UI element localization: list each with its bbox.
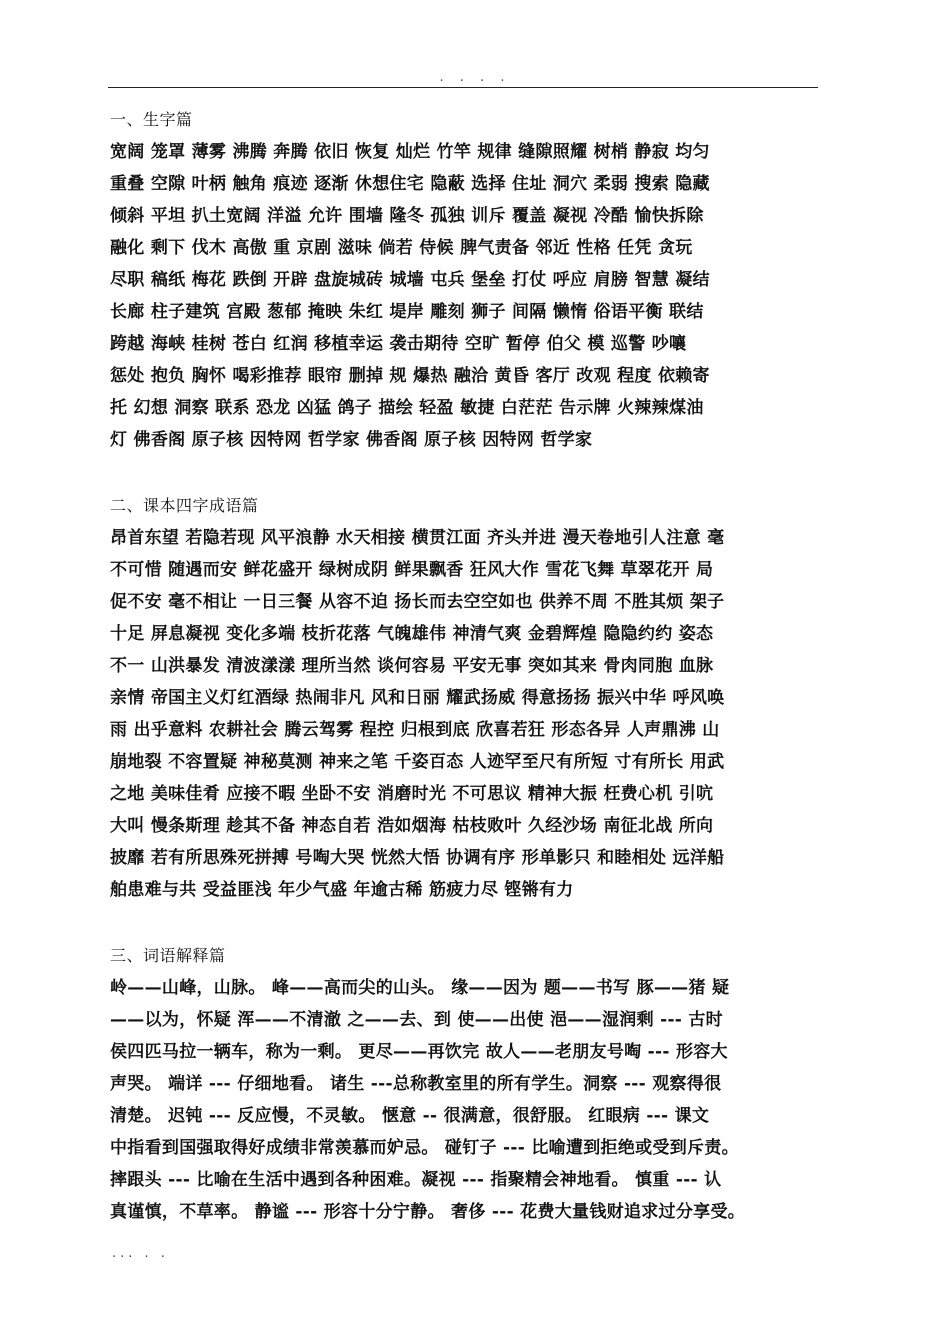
text-line: 摔跟头 --- 比喻在生活中遇到各种困难。凝视 --- 指聚精会神地看。 慎重 --- 认 xyxy=(110,1170,722,1190)
text-line: 侯四匹马拉一辆车，称为一剩。 更尽——再饮完 故人——老朋友号啕 --- 形容大 xyxy=(110,1042,728,1062)
text-line: 宽阔 笼罩 薄雾 沸腾 奔腾 依旧 恢复 灿烂 竹竿 规律 缝隙照耀 树梢 静寂 均匀 xyxy=(110,142,710,162)
text-line: 促不安 毫不相让 一日三餐 从容不迫 扬长而去空空如也 供养不周 不胜其烦 架子 xyxy=(110,592,725,612)
text-line: 不可惜 随遇而安 鲜花盛开 绿树成阴 鲜果飘香 狂风大作 雪花飞舞 草翠花开 局 xyxy=(110,560,714,580)
text-line: 昂首东望 若隐若现 风平浪静 水天相接 横贯江面 齐头并进 漫天卷地引人注意 毫 xyxy=(110,528,725,548)
header-dots: . . . . xyxy=(439,70,511,85)
text-line: 跨越 海峡 桂树 苍白 红润 移植幸运 袭击期待 空旷 暂停 伯父 模 巡警 吵嚷 xyxy=(110,334,687,354)
footer-dots: ... . . xyxy=(112,1246,169,1261)
text-line: 惩处 抱负 胸怀 喝彩推荐 眼帘 删掉 规 爆热 融洽 黄昏 客厅 改观 程度 依赖寄 xyxy=(110,366,710,386)
text-line: 声哭。 端详 --- 仔细地看。 诸生 ---总称教室里的所有学生。洞察 --- 观察得很 xyxy=(110,1074,722,1094)
text-line: 清楚。 迟钝 --- 反应慢，不灵敏。 惬意 -- 很满意，很舒服。 红眼病 --- 课文 xyxy=(110,1106,710,1126)
text-line: 长廊 柱子建筑 宫殿 葱郁 掩映 朱红 堤岸 雕刻 狮子 间隔 懒惰 俗语平衡 联结 xyxy=(110,302,704,322)
text-line: 倾斜 平坦 扒土宽阔 洋溢 允许 围墙 隆冬 孤独 训斥 覆盖 凝视 冷酷 愉快拆除 xyxy=(110,206,704,226)
text-line: 雨 出乎意料 农耕社会 腾云驾雾 程控 归根到底 欣喜若狂 形态各异 人声鼎沸 山 xyxy=(110,720,720,740)
text-line: 之地 美味佳肴 应接不暇 坐卧不安 消磨时光 不可思议 精神大振 枉费心机 引吭 xyxy=(110,784,714,804)
text-line: 不一 山洪暴发 清波漾漾 理所当然 谈何容易 平安无事 突如其来 骨肉同胞 血脉 xyxy=(110,656,714,676)
text-line: 融化 剩下 伐木 高傲 重 京剧 滋味 倘若 侍候 脾气责备 邻近 性格 任凭 贪玩 xyxy=(110,238,693,258)
document-body xyxy=(110,104,816,1228)
text-line: 真谨慎，不草率。 静谧 --- 形容十分宁静。 奢侈 --- 花费大量钱财追求过分享受。 xyxy=(110,1202,746,1222)
text-line: 中指看到国强取得好成绩非常羡慕而妒忌。 碰钉子 --- 比喻遭到拒绝或受到斥责。 xyxy=(110,1138,739,1158)
text-line: 崩地裂 不容置疑 神秘莫测 神来之笔 千姿百态 人迹罕至尺有所短 寸有所长 用武 xyxy=(110,752,725,772)
header-rule xyxy=(108,87,818,88)
text-line: 大叫 慢条斯理 趁其不备 神态自若 浩如烟海 枯枝败叶 久经沙场 南征北战 所向 xyxy=(110,816,714,836)
text-line: 托 幻想 洞察 联系 恐龙 凶猛 鸽子 描绘 轻盈 敏捷 白茫茫 告示牌 火辣辣煤油 xyxy=(110,398,704,418)
section-1 xyxy=(110,104,816,456)
text-line: 岭——山峰，山脉。 峰——高而尖的山头。 缘——因为 题——书写 豚——猪 疑 xyxy=(110,978,730,998)
section-2 xyxy=(110,490,816,906)
text-line: 舶患难与共 受益匪浅 年少气盛 年逾古稀 筋疲力尽 铿锵有力 xyxy=(110,880,574,900)
text-line: 尽职 稿纸 梅花 跌倒 开辟 盘旋城砖 城墙 屯兵 堡垒 打仗 呼应 肩膀 智慧 凝结 xyxy=(110,270,710,290)
text-line: 十足 屏息凝视 变化多端 枝折花落 气魄雄伟 神清气爽 金碧辉煌 隐隐约约 姿态 xyxy=(110,624,714,644)
section-3 xyxy=(110,940,816,1228)
text-line: 披靡 若有所思殊死拼搏 号啕大哭 恍然大悟 协调有序 形单影只 和睦相处 远洋船 xyxy=(110,848,725,868)
section-title: 三、词语解释篇 xyxy=(110,946,226,965)
section-title: 二、课本四字成语篇 xyxy=(110,496,259,515)
text-line: 灯 佛香阁 原子核 因特网 哲学家 佛香阁 原子核 因特网 哲学家 xyxy=(110,430,593,450)
section-title: 一、生字篇 xyxy=(110,110,193,129)
text-line: 亲情 帝国主义灯红酒绿 热闹非凡 风和日丽 耀武扬威 得意扬扬 振兴中华 呼风唤 xyxy=(110,688,725,708)
text-line: 重叠 空隙 叶柄 触角 痕迹 逐渐 休想住宅 隐蔽 选择 住址 洞穴 柔弱 搜索 隐藏 xyxy=(110,174,710,194)
text-line: ——以为，怀疑 浑——不清澈 之——去、到 使——出使 浥——湿润剩 --- 古时 xyxy=(110,1010,723,1030)
